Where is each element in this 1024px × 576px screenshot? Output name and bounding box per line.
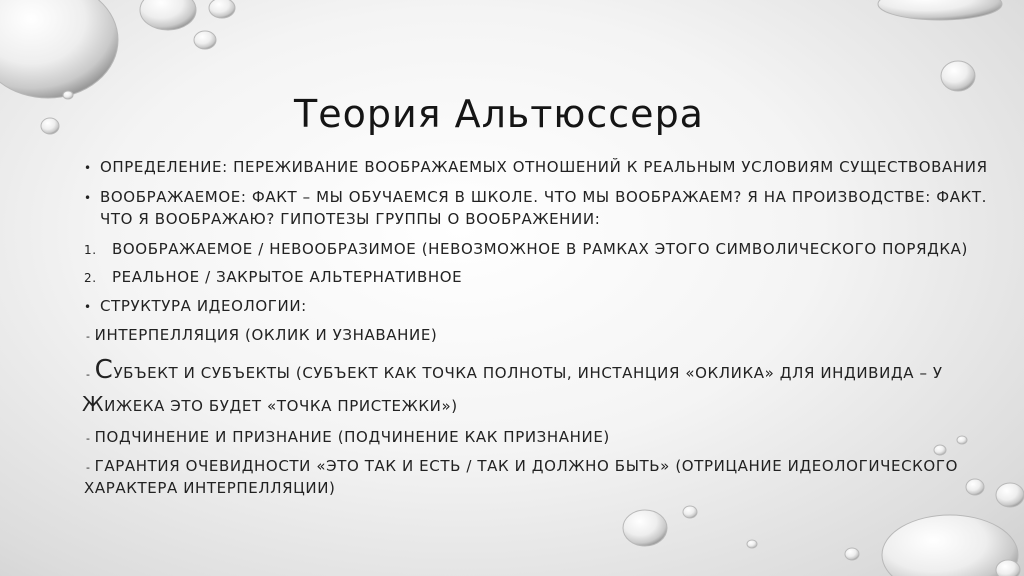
bullet-imaginary [84, 188, 987, 206]
bullet-ideology-structure-text: СТРУКТУРА ИДЕОЛОГИИ: [100, 297, 307, 315]
dash-marker: - [86, 330, 95, 343]
dash-item-interpellation-text: ИНТЕРПЕЛЛЯЦИЯ (ОКЛИК И УЗНАВАНИЕ) [94, 326, 438, 344]
dash-marker: - [86, 461, 95, 474]
bullet-definition [84, 158, 988, 176]
dash-item-subject-text-2: ИЖЕКА ЭТО БУДЕТ «ТОЧКА ПРИСТЕЖКИ») [104, 397, 458, 415]
dash-item-submission [86, 428, 610, 446]
drop-group-top-right [878, 0, 1002, 91]
dash-item-guarantee-text-1: ГАРАНТИЯ ОЧЕВИДНОСТИ «ЭТО ТАК И ЕСТЬ / ТАК И ДОЛЖНО БЫТЬ» (ОТРИЦАНИЕ ИДЕОЛОГИЧЕСКОГО [94, 457, 958, 475]
drop-group-bottom [623, 483, 1024, 576]
drop-group-top-left [0, 0, 235, 134]
dash-item-guarantee-continuation [84, 479, 335, 497]
numbered-item-1-text: ВООБРАЖАЕМОЕ / НЕВООБРАЗИМОЕ (НЕВОЗМОЖНОЕ В РАМКАХ ЭТОГО СИМВОЛИЧЕСКОГО ПОРЯДКА) [112, 240, 968, 258]
zizek-initial-letter: Ж [82, 392, 105, 416]
dash-item-guarantee [86, 457, 958, 475]
bullet-imaginary-text-1: ВООБРАЖАЕМОЕ: ФАКТ – МЫ ОБУЧАЕМСЯ В ШКОЛЕ. ЧТО МЫ ВООБРАЖАЕМ? Я НА ПРОИЗВОДСТВЕ: ФАКТ. [100, 188, 988, 206]
dash-item-interpellation [86, 326, 437, 344]
slide-title: Теория Альтюссера [294, 92, 704, 136]
bullet-imaginary-text-2: ЧТО Я ВООБРАЖАЮ? ГИПОТЕЗЫ ГРУППЫ О ВООБРАЖЕНИИ: [100, 210, 601, 228]
numbered-marker-2: 2. [84, 271, 97, 285]
dash-item-subject-text-1: УБЪЕКТ И СУБЪЕКТЫ (СУБЪЕКТ КАК ТОЧКА ПОЛНОТЫ, ИНСТАНЦИЯ «ОКЛИКА» ДЛЯ ИНДИВИДА – У [113, 364, 943, 382]
bullet-marker: • [84, 161, 92, 175]
subject-initial-letter: С [94, 355, 114, 385]
dash-marker: - [86, 368, 95, 381]
numbered-item-1 [84, 240, 968, 258]
dash-item-subject-continuation [82, 392, 458, 416]
bullet-marker: • [84, 300, 92, 314]
dash-item-submission-text: ПОДЧИНЕНИЕ И ПРИЗНАНИЕ (ПОДЧИНЕНИЕ КАК ПРИЗНАНИЕ) [94, 428, 610, 446]
numbered-marker-1: 1. [84, 243, 97, 257]
dash-item-guarantee-text-2: ХАРАКТЕРА ИНТЕРПЕЛЛЯЦИИ) [84, 479, 336, 497]
dash-item-subject [86, 355, 943, 385]
dash-marker: - [86, 432, 95, 445]
numbered-item-2-text: РЕАЛЬНОЕ / ЗАКРЫТОЕ АЛЬТЕРНАТИВНОЕ [112, 268, 463, 286]
bullet-definition-text: ОПРЕДЕЛЕНИЕ: ПЕРЕЖИВАНИЕ ВООБРАЖАЕМЫХ ОТНОШЕНИЙ К РЕАЛЬНЫМ УСЛОВИЯМ СУЩЕСТВОВАНИЯ [100, 158, 988, 176]
bullet-ideology-structure [84, 297, 307, 315]
numbered-item-2 [84, 268, 462, 286]
bullet-marker: • [84, 191, 92, 205]
bullet-imaginary-continuation [100, 210, 600, 228]
